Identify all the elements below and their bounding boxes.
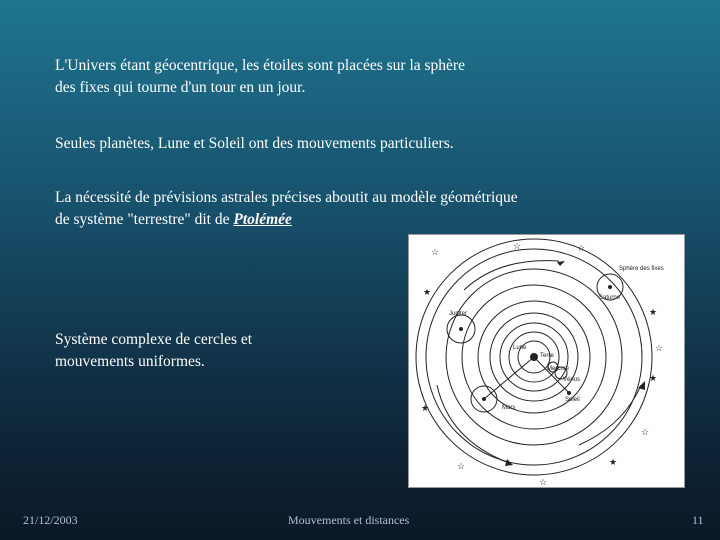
arrowhead-top bbox=[557, 261, 565, 266]
star-icon: ★ bbox=[423, 287, 432, 297]
para1-line1: L'Univers étant géocentrique, les étoiles sont placées sur la sphère bbox=[55, 57, 465, 74]
star-icon: ★ bbox=[421, 403, 430, 413]
star-icon: ☆ bbox=[457, 461, 466, 471]
paragraph-circles bbox=[55, 329, 385, 373]
para1-line2: des fixes qui tourne d'un tour en un jour. bbox=[55, 79, 306, 96]
para3-line2: de système "terrestre" dit de bbox=[55, 211, 234, 228]
motion-arrow-bottom-left bbox=[437, 385, 509, 463]
star-icon: ☆ bbox=[641, 427, 650, 437]
ptolemaic-system-diagram bbox=[408, 234, 685, 488]
para3-line1: La nécessité de prévisions astrales précises aboutit au modèle géométrique bbox=[55, 189, 518, 206]
para4-line2: mouvements uniformes. bbox=[55, 353, 205, 370]
motion-arrow-bottom-right bbox=[579, 385, 641, 445]
label-terre: Terre bbox=[540, 353, 554, 359]
footer-title: Mouvements et distances bbox=[288, 513, 410, 527]
label-soleil: Soleil bbox=[565, 397, 580, 403]
ptolemaic-diagram-svg bbox=[409, 235, 684, 487]
label-saturne: Saturne bbox=[599, 295, 621, 301]
soleil-dot bbox=[567, 391, 571, 395]
label-jupiter: Jupiter bbox=[449, 311, 468, 317]
footer-page-number: 11 bbox=[692, 513, 704, 527]
star-icon: ☆ bbox=[539, 477, 548, 487]
star-icon: ★ bbox=[649, 373, 658, 383]
para2-text: Seules planètes, Lune et Soleil ont des mouvements particuliers. bbox=[55, 135, 454, 152]
star-icon: ☆ bbox=[577, 243, 586, 253]
label-mars: Mars bbox=[502, 405, 516, 411]
label-mercure: Mercure bbox=[547, 366, 570, 372]
mars-dot bbox=[482, 397, 486, 401]
paragraph-ptolemy bbox=[55, 187, 675, 231]
star-icon: ★ bbox=[609, 457, 618, 467]
paragraph-planets bbox=[55, 133, 655, 155]
paragraph-geocentric bbox=[55, 55, 615, 99]
saturne-dot bbox=[608, 285, 612, 289]
earth-dot bbox=[530, 353, 538, 361]
star-icon: ☆ bbox=[431, 247, 440, 257]
label-lune: Lune bbox=[513, 345, 527, 351]
star-icon: ★ bbox=[649, 307, 658, 317]
star-icon: ☆ bbox=[655, 343, 664, 353]
ptolemee-name: Ptolémée bbox=[233, 211, 292, 228]
jupiter-dot bbox=[459, 327, 463, 331]
footer-date: 21/12/2003 bbox=[23, 513, 78, 527]
para4-line1: Système complexe de cercles et bbox=[55, 331, 253, 348]
label-venus: Vénus bbox=[563, 377, 581, 383]
label-sphere: Sphère des fixes bbox=[619, 266, 664, 272]
star-icon: ☆ bbox=[513, 241, 522, 251]
